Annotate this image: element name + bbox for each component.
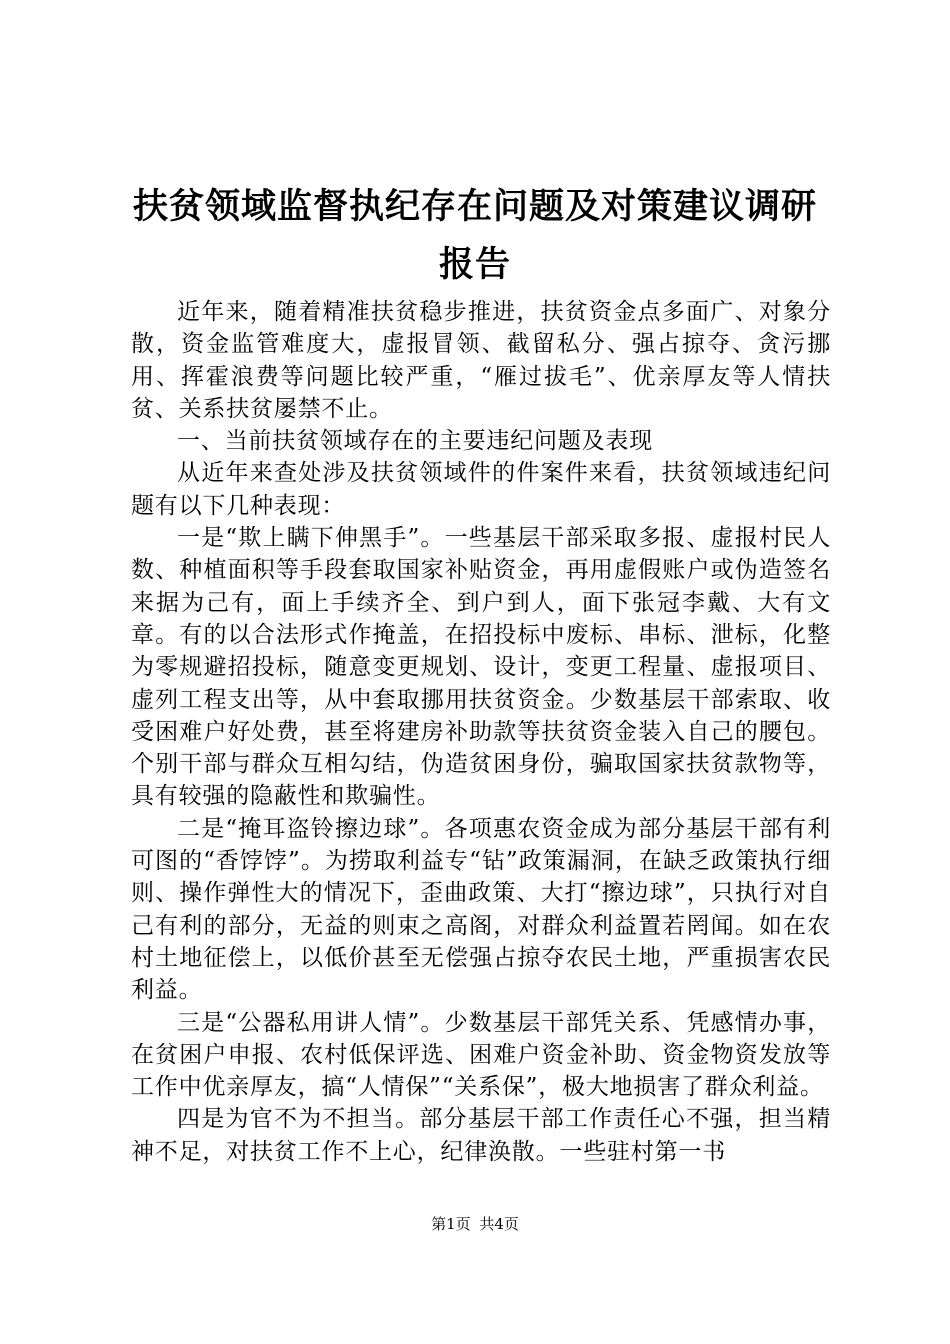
paragraph-point-two: 二是“掩耳盗铃擦边球”。各项惠农资金成为部分基层干部有利可图的“香饽饽”。为捞取利益专“钻”政策漏洞，在缺乏政策执行细则、操作弹性大的情况下，歪曲政策、大打“擦边球”，只执行对自己有利的部分，无益的则束之高阁，对群众利益置若罔闻。如在农村土地征偿上，以低价甚至无偿强占掠夺农民土地，严重损害农民利益。: [131, 815, 831, 1004]
document-title: 扶贫领域监督执纪存在问题及对策建议调研报告: [132, 187, 817, 285]
document-body: [131, 296, 831, 1168]
section-heading: 一、当前扶贫领域存在的主要违纪问题及表现: [177, 428, 653, 455]
paragraph-intro: 近年来，随着精准扶贫稳步推进，扶贫资金点多面广、对象分散，资金监管难度大，虚报冒领、截留私分、强占掠夺、贪污挪用、挥霍浪费等问题比较严重，“雁过拔毛”、优亲厚友等人情扶贫、关系扶贫屡禁不止。: [131, 299, 831, 422]
page-number: 第1页: [431, 1215, 471, 1233]
paragraph-point-four: 四是为官不为不担当。部分基层干部工作责任心不强，担当精神不足，对扶贫工作不上心，纪律涣散。一些驻村第一书: [131, 1106, 831, 1165]
paragraph-point-three: 三是“公器私用讲人情”。少数基层干部凭关系、凭感情办事，在贫困户申报、农村低保评选、困难户资金补助、资金物资发放等工作中优亲厚友，搞“人情保”“关系保”，极大地损害了群众利益。: [131, 1009, 831, 1101]
paragraph-point-one: 一是“欺上瞒下伸黑手”。一些基层干部采取多报、虚报村民人数、种植面积等手段套取国家补贴资金，再用虚假账户或伪造签名来据为己有，面上手续齐全、到户到人，面下张冠李戴、大有文章。有的以合法形式作掩盖，在招投标中废标、串标、泄标，化整为零规避招投标，随意变更规划、设计，变更工程量、虚报项目、虚列工程支出等，从中套取挪用扶贫资金。少数基层干部索取、收受困难户好处费，甚至将建房补助款等扶贫资金装入自己的腰包。个别干部与群众互相勾结，伪造贫困身份，骗取国家扶贫款物等，具有较强的隐蔽性和欺骗性。: [131, 525, 831, 810]
page-footer: [0, 1214, 950, 1234]
paragraph-overview: 从近年来查处涉及扶贫领域件的件案件来看，扶贫领域违纪问题有以下几种表现：: [131, 460, 831, 519]
page-total: 共4页: [479, 1215, 519, 1233]
